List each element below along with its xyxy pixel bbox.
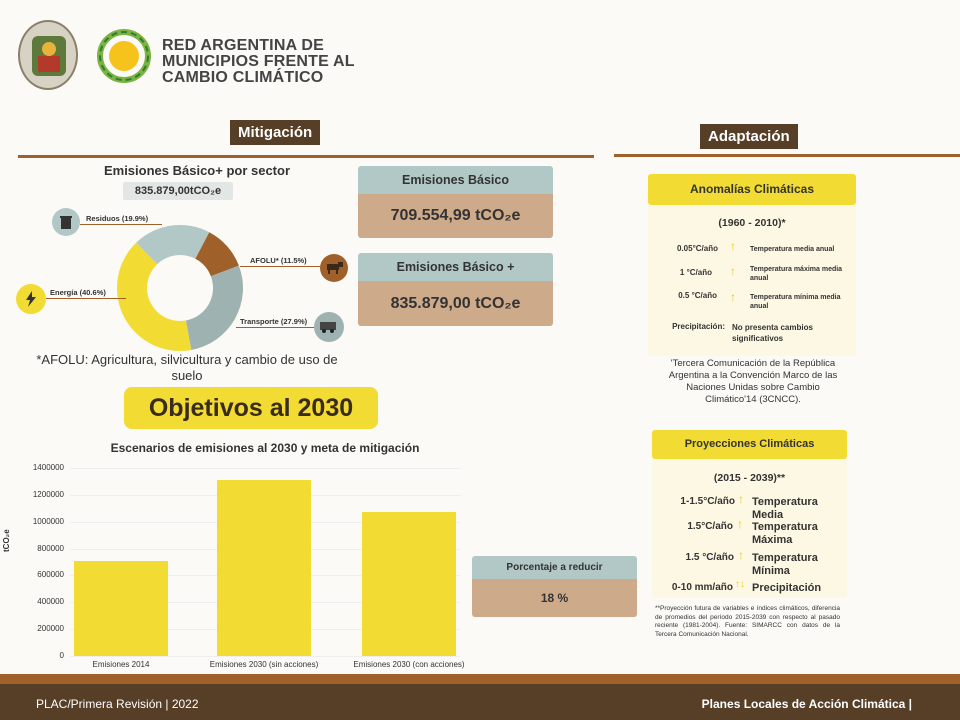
anomalia-value: 0.5 °C/año	[678, 291, 717, 300]
y-tick-label: 1200000	[32, 489, 64, 499]
cow-icon	[320, 254, 348, 282]
arrow-up-icon: ↑	[737, 517, 743, 531]
donut-total-badge: 835.879,00tCO₂e	[123, 182, 233, 200]
x-tick-label: Emisiones 2014	[92, 660, 150, 669]
emissions-donut-chart	[110, 218, 250, 358]
bar-0	[74, 561, 168, 656]
proyecciones-title: Proyecciones Climáticas	[652, 430, 847, 459]
sector-label-residuos: Residuos (19.9%)	[86, 214, 149, 223]
source-note: 'Tercera Comunicación de la República Argentina a la Convención Marco de las Naciones Unidas sobre Cambio Climático'14 (3CNCC).	[668, 358, 838, 405]
projection-note: **Proyección futura de variables e índices climáticos, diferencia de promedios del período 2015-2039 con respecto al pasado reciente (1981-2004). Fuente: SIMARCC con datos de la Tercera Comunicación Nacional.	[655, 605, 840, 638]
leader-line-energia	[46, 298, 126, 299]
bar-2	[362, 512, 456, 656]
precip-label: Precipitación:	[672, 322, 725, 331]
arrow-updown-icon: ↑↓	[735, 579, 745, 590]
mitigation-title: Mitigación	[230, 120, 320, 145]
objectives-title: Objetivos al 2030	[124, 387, 378, 429]
y-tick-label: 400000	[37, 597, 64, 607]
basico-plus-label: Emisiones Básico +	[358, 253, 553, 281]
leader-line-transporte	[236, 327, 314, 328]
anomalias-title: Anomalías Climáticas	[648, 174, 856, 205]
organization-name: RED ARGENTINA DE MUNICIPIOS FRENTE AL CAMBIO CLIMÁTICO	[162, 37, 355, 86]
sector-label-afolu: AFOLU* (11.5%)	[250, 256, 307, 265]
trash-icon	[52, 208, 80, 236]
y-tick-label: 1000000	[32, 516, 64, 526]
reduce-value: 18 %	[472, 579, 637, 617]
proyeccion-value: 0-10 mm/año	[671, 582, 733, 593]
gridline	[70, 495, 460, 496]
gridline	[70, 575, 460, 576]
basico-label: Emisiones Básico	[358, 166, 553, 194]
gridline	[70, 468, 460, 469]
gridline	[70, 656, 460, 657]
arrow-up-icon: ↑	[730, 239, 736, 253]
footer-left-text: PLAC/Primera Revisión | 2022	[36, 697, 199, 711]
gridline	[70, 522, 460, 523]
proyeccion-desc: Temperatura Mínima	[752, 552, 818, 577]
municipal-seal-logo	[18, 20, 78, 90]
proyecciones-period: (2015 - 2039)**	[713, 472, 786, 484]
sector-label-energia: Energía (40.6%)	[50, 288, 106, 297]
donut-title: Emisiones Básico+ por sector	[103, 163, 291, 178]
truck-icon	[314, 312, 344, 342]
anomalia-desc: Temperatura máxima media anual	[750, 266, 843, 282]
proyeccion-value: 1.5 °C/año	[685, 552, 734, 563]
anomalia-value: 0.05°C/año	[677, 244, 718, 253]
anomalia-value: 1 °C/año	[679, 268, 712, 277]
sector-label-transporte: Transporte (27.9%)	[240, 317, 308, 326]
gridline	[70, 602, 460, 603]
anomalia-desc: Temperatura mínima media anual	[750, 294, 841, 310]
basico-plus-value: 835.879,00 tCO₂e	[358, 281, 553, 326]
precip-desc: No presenta cambios significativos	[732, 323, 813, 343]
leader-line-afolu	[240, 266, 320, 267]
arrow-up-icon: ↑	[738, 548, 744, 562]
proyeccion-desc: Temperatura Máxima	[752, 521, 818, 546]
adaptation-rule	[614, 154, 960, 157]
adaptation-title: Adaptación	[700, 124, 798, 149]
afolu-note: *AFOLU: Agricultura, silvicultura y cambio de uso de suelo	[36, 352, 338, 383]
y-tick-label: 0	[59, 651, 64, 660]
y-tick-label: 600000	[37, 570, 64, 580]
proyeccion-value: 1.5°C/año	[687, 521, 733, 532]
x-tick-label: Emisiones 2030 (con acciones)	[353, 660, 465, 669]
mitigation-rule	[18, 155, 594, 158]
x-tick-label: Emisiones 2030 (sin acciones)	[209, 660, 319, 669]
leader-line-residuos	[80, 224, 162, 225]
reduce-label: Porcentaje a reducir	[472, 556, 637, 579]
bar-1	[217, 480, 311, 656]
footer-right-text: Planes Locales de Acción Climática |	[701, 697, 912, 711]
donut-slice-2	[186, 266, 243, 350]
chart-title: Escenarios de emisiones al 2030 y meta de mitigación	[110, 441, 420, 455]
arrow-up-icon: ↑	[738, 492, 744, 506]
anomalia-desc: Temperatura media anual	[750, 246, 835, 253]
proyeccion-value: 1-1.5°C/año	[680, 496, 735, 507]
y-tick-label: 1400000	[32, 463, 64, 472]
gridline	[70, 549, 460, 550]
anomalias-period: (1960 - 2010)*	[718, 217, 786, 229]
y-tick-label: 200000	[37, 624, 64, 634]
arrow-up-icon: ↑	[730, 264, 736, 278]
chart-ylabel: tCO₂e	[2, 529, 11, 552]
proyeccion-desc: Precipitación	[752, 582, 822, 594]
basico-value: 709.554,99 tCO₂e	[358, 194, 553, 238]
y-tick-label: 800000	[37, 543, 64, 553]
arrow-up-icon: ↑	[730, 290, 736, 304]
footer-accent-bar	[0, 674, 960, 684]
lightning-icon	[16, 284, 46, 314]
proyeccion-desc: Temperatura Media	[752, 496, 818, 521]
gridline	[70, 629, 460, 630]
network-logo-icon	[96, 28, 152, 84]
